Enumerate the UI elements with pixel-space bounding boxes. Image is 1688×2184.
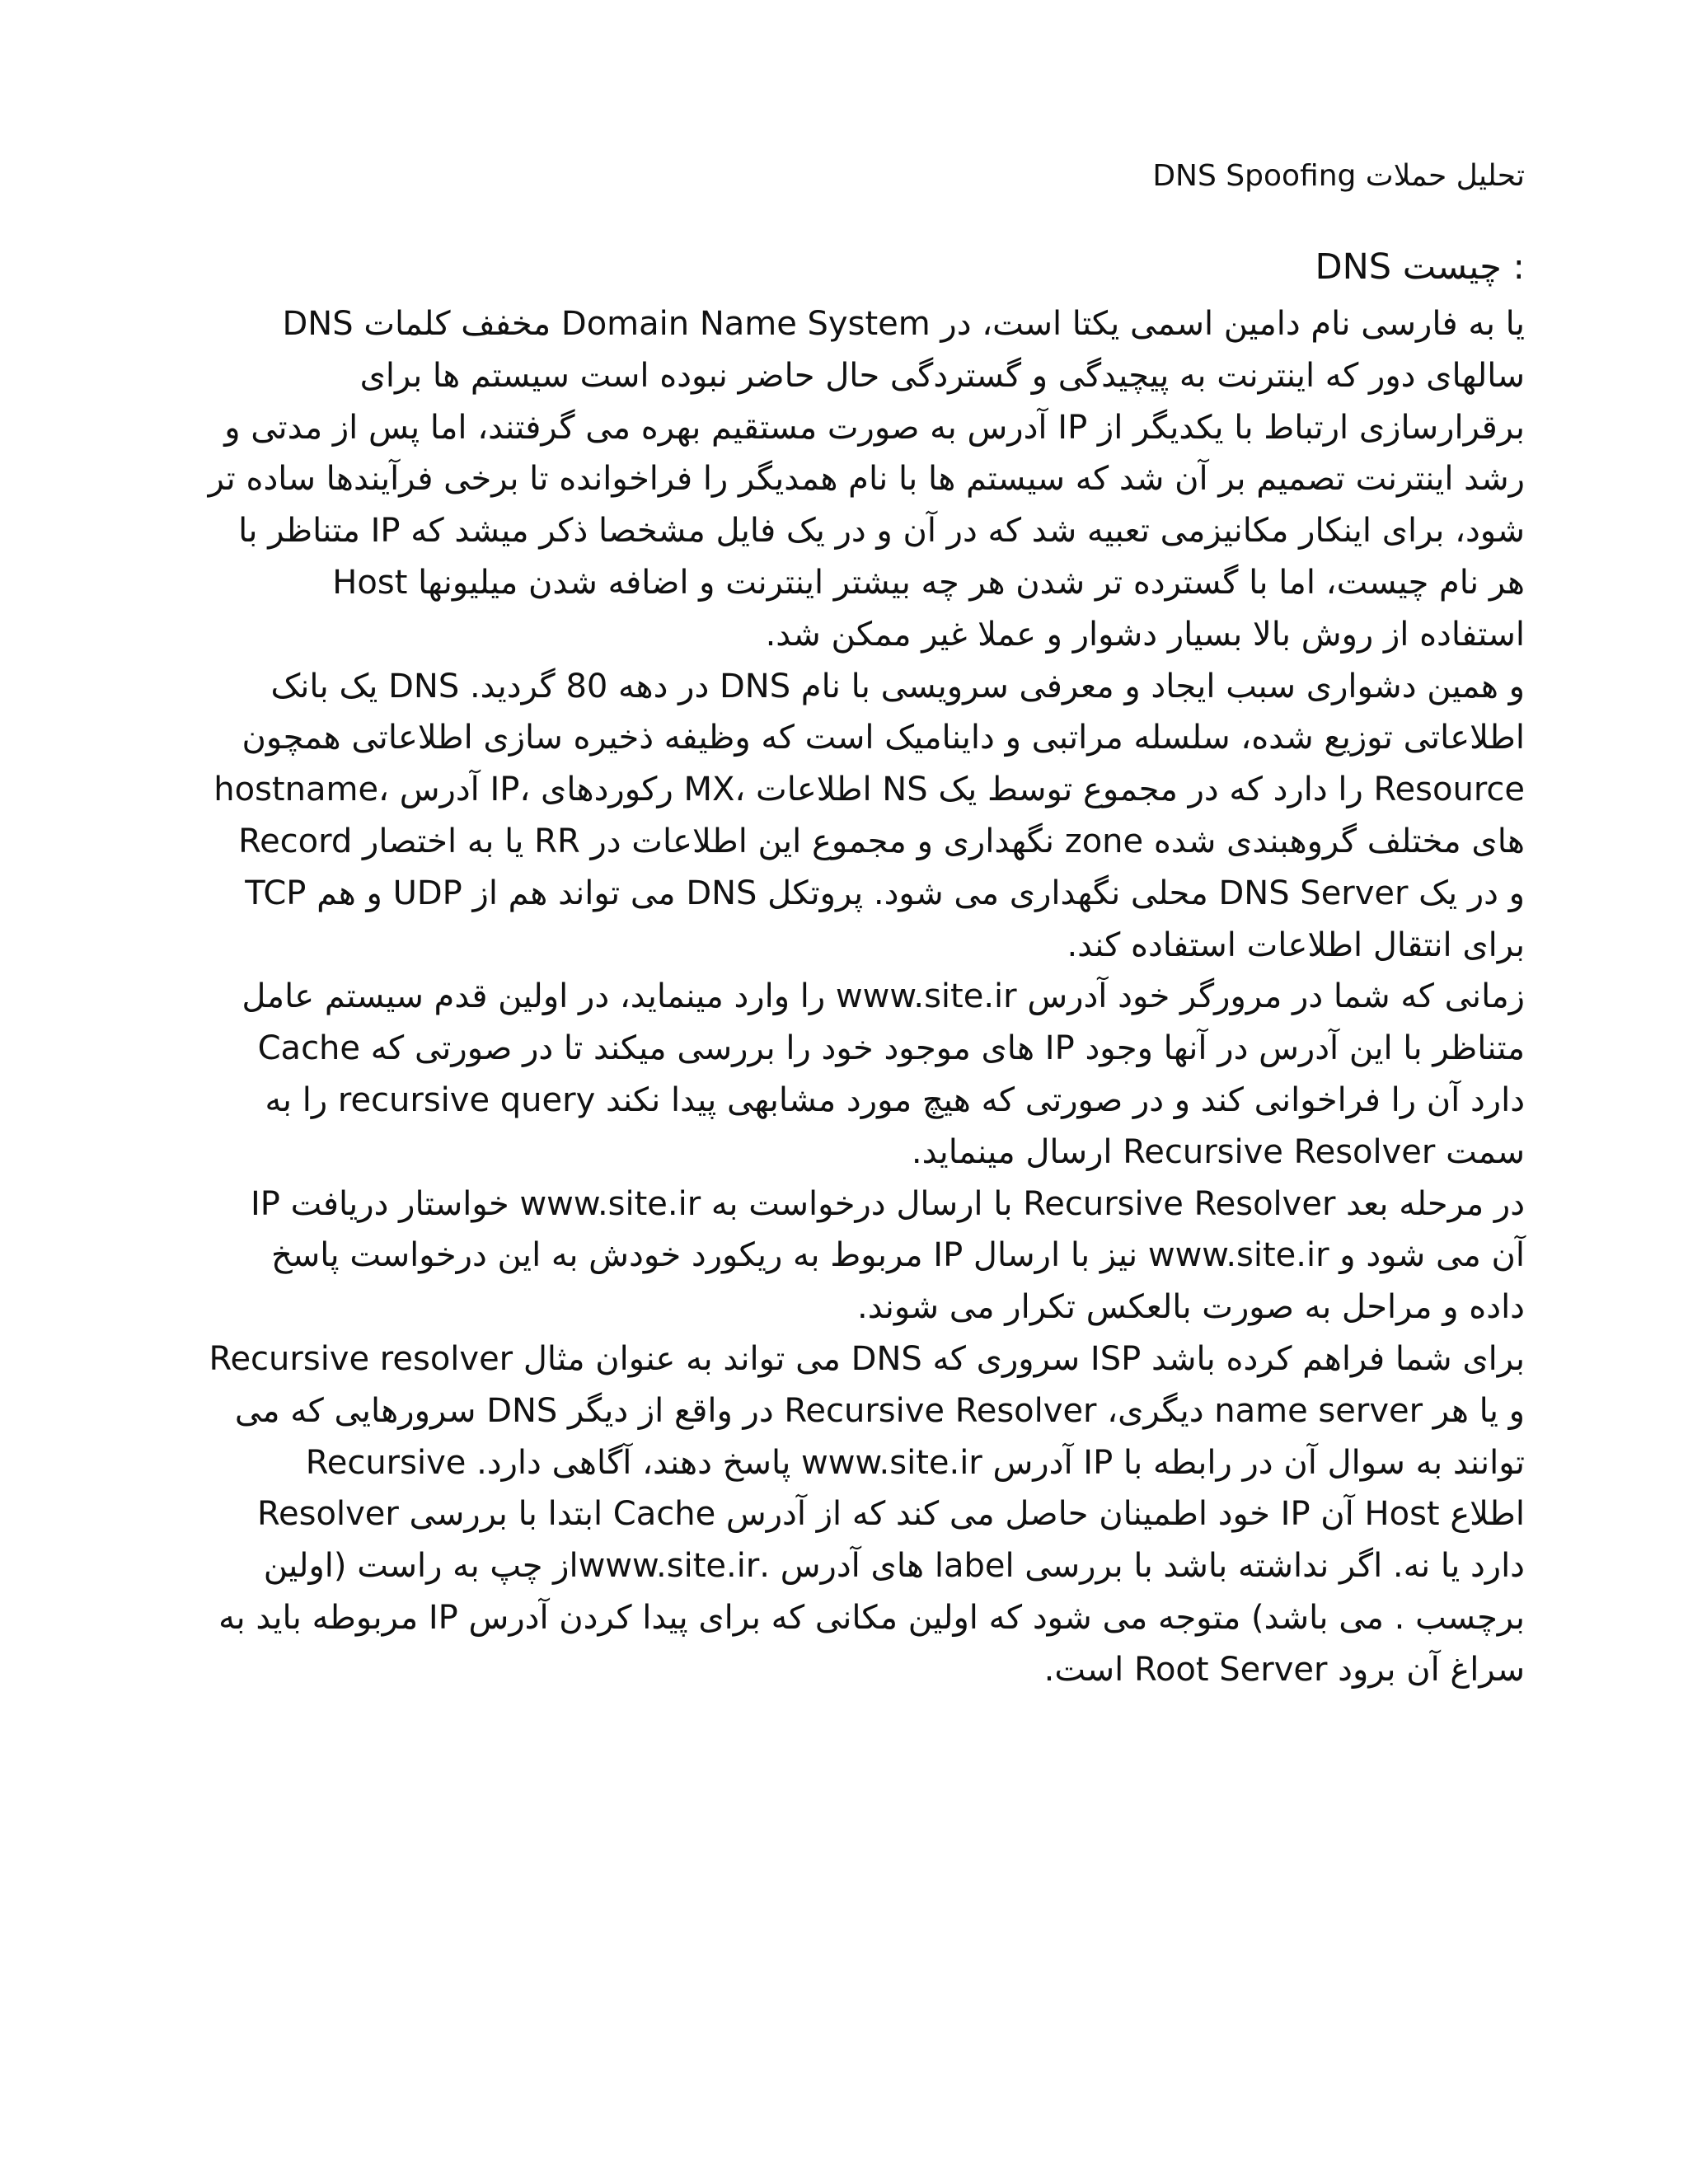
text-line: توانند به سوال آن در رابطه با IP آدرس www.site.ir پاسخ دهند، آگاهی دارد. Recursive (305, 1443, 1525, 1482)
text-line: و همین دشواری سبب ایجاد و معرفی سرویسی با نام DNS در دهه 80 گردید. DNS یک بانک (270, 667, 1525, 705)
text-line: سمت Recursive Resolver ارسال مینماید. (911, 1132, 1525, 1171)
text-line: دارد آن را فراخوانی کند و در صورتی که هیچ مورد مشابهی پیدا نکند recursive query را به (265, 1080, 1525, 1119)
section-heading: DNS چیست : (1315, 246, 1525, 288)
text-line: Record یا به اختصار RR نگهداری و مجموع این اطلاعات در zone های مختلف گروهبندی شده (238, 822, 1525, 860)
text-line: DNS مخفف کلمات Domain Name System یا به فارسی نام دامین اسمی یکتا است، در (282, 305, 1525, 343)
body-text (140, 298, 1525, 1696)
text-line: Resolver ابتدا با بررسی Cache خود اطمینان حاصل می کند که از آدرس IP آن Host اطلاع (257, 1495, 1525, 1534)
text-line: هر نام چیست، اما با گسترده تر شدن هر چه بیشتر اینترنت و اضافه شدن میلیونها Host (332, 563, 1525, 602)
text-line: سراغ آن برود Root Server است. (1043, 1650, 1525, 1689)
text-line: و یا هر name server دیگری، Recursive Resolver در واقع از دیگر DNS سرورهایی که می (234, 1391, 1525, 1430)
text-line: و در یک DNS Server محلی نگهداری می شود. پروتکل DNS می تواند هم از UDP و هم TCP (245, 874, 1525, 912)
text-line: Cache های موجود خود را بررسی میکند تا در صورتی که IP متناظر با این آدرس در آنها وجود (257, 1029, 1525, 1068)
text-line: برقرارسازی ارتباط با یکدیگر از IP آدرس به صورت مستقیم بهره می گرفتند، اما پس از مدتی و (224, 408, 1525, 447)
text-line: hostname، آدرس IP، رکوردهای MX، اطلاعات NS را دارد که در مجموع توسط یک Resource (213, 771, 1525, 809)
text-line: استفاده از روش بالا بسیار دشوار و عملا غیر ممکن شد. (765, 615, 1525, 654)
text-line: داده و مراحل به صورت بالعکس تکرار می شوند. (857, 1288, 1525, 1327)
text-line: شود، برای اینکار مکانیزمی تعبیه شد که در آن و در یک فایل مشخصا ذکر میشد که IP متناظر با (238, 512, 1525, 551)
text-line: زمانی که شما در مرورگر خود آدرس www.site.ir را وارد مینماید، در اولین قدم سیستم عامل (241, 977, 1525, 1016)
document-title: تحلیل حملات DNS Spoofing (1152, 159, 1525, 193)
text-line: دارد یا نه. اگر نداشته باشد با بررسی label های آدرس .www.site.irاز چپ به راست (اولین (263, 1547, 1525, 1586)
text-line: برچسب . می باشد) متوجه می شود که اولین مکانی که برای پیدا کردن آدرس IP مربوطه باید به (218, 1598, 1525, 1637)
text-line: اطلاعاتی توزیع شده، سلسله مراتبی و داینامیک است که وظیفه ذخیره سازی اطلاعاتی همچون (241, 719, 1525, 757)
text-line: سالهای دور که اینترنت به پیچیدگی و گستردگی حال حاضر نبوده است سیستم ها برای (359, 356, 1525, 395)
text-line: آن می شود و www.site.ir نیز با ارسال IP مربوط به ریکورد خودش به این درخواست پاسخ (270, 1236, 1525, 1275)
text-line: برای انتقال اطلاعات استفاده کند. (1067, 926, 1525, 964)
text-line: رشد اینترنت تصمیم بر آن شد که سیستم ها با نام همدیگر را فراخوانده تا برخی فرآیندها ساده تر (208, 460, 1525, 499)
text-line: در مرحله بعد Recursive Resolver با ارسال درخواست به www.site.ir خواستار دریافت IP (250, 1184, 1525, 1223)
text-line: Recursive resolver می تواند به عنوان مثال DNS سروری که ISP برای شما فراهم کرده باشد (209, 1339, 1525, 1378)
